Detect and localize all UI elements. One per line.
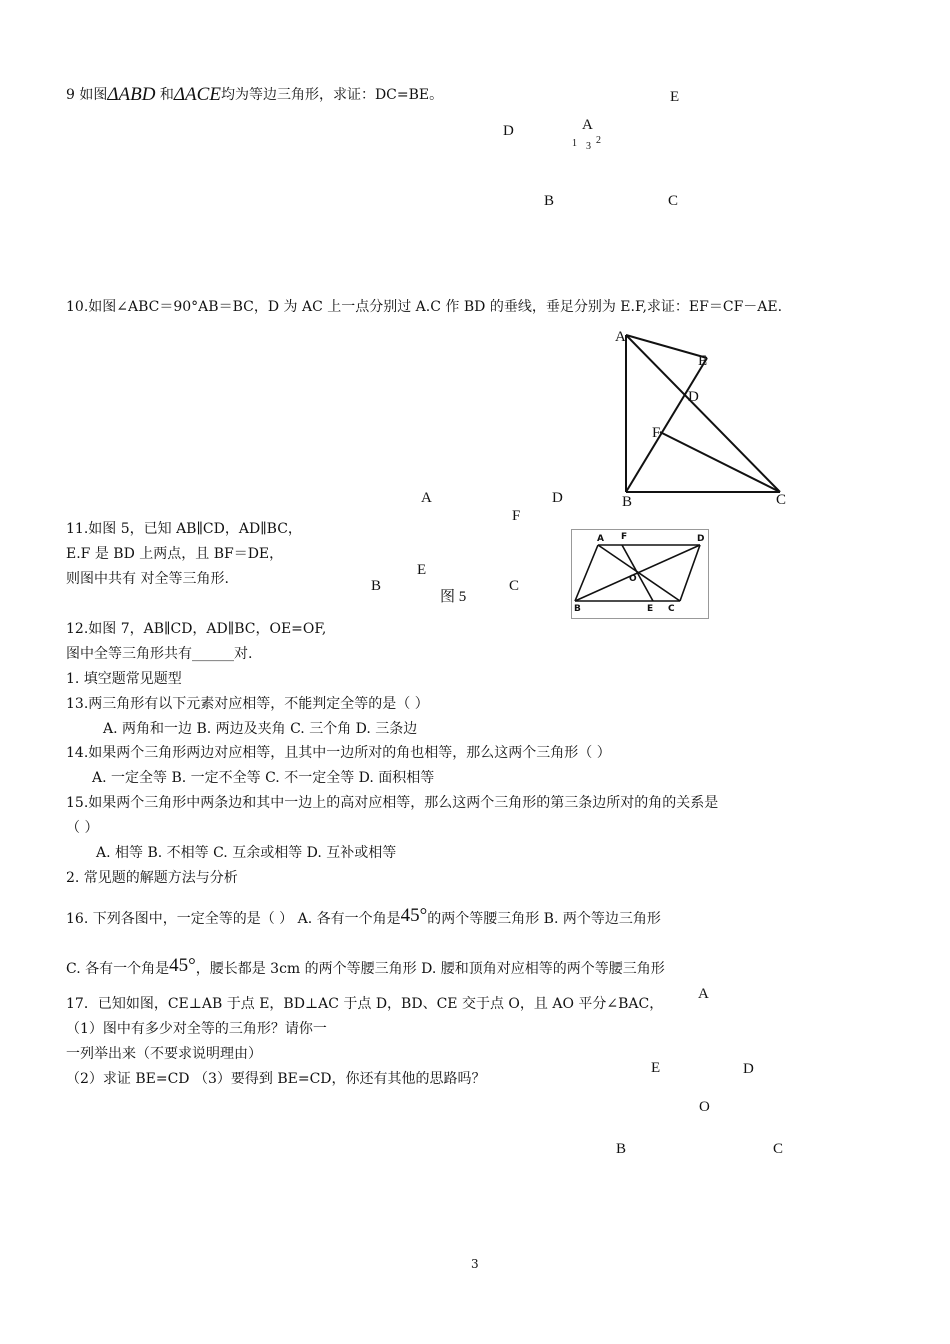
fig7-label-a: A <box>597 534 604 544</box>
fig7-label-d: D <box>697 534 705 544</box>
fig7-label-e: E <box>647 604 654 614</box>
q9-statement: 9 如图ΔABD 和ΔACE均为等边三角形，求证：DC=BE。 <box>66 84 444 105</box>
q14-options: A. 一定全等 B. 一定不全等 C. 不一定全等 D. 面积相等 <box>92 770 435 786</box>
q10-label-b: B <box>622 494 633 510</box>
q9-label-b: B <box>544 193 555 209</box>
fig7-label-o: O <box>629 574 637 584</box>
q11-line1: 11.如图 5，已知 AB∥CD，AD∥BC， <box>66 521 302 537</box>
q17-line4: （2）求证 BE=CD （3）要得到 BE=CD，你还有其他的思路吗？ <box>66 1071 486 1087</box>
q15-stem: 15.如果两个三角形中两条边和其中一边上的高对应相等，那么这两个三角形的第三条边所对的角的关系是 <box>66 795 719 811</box>
q17-label-b: B <box>616 1141 627 1157</box>
q17-label-c: C <box>773 1141 784 1157</box>
q11-line2: E.F 是 BD 上两点，且 BF＝DE， <box>66 546 284 562</box>
q10-label-a: A <box>615 329 626 345</box>
q11-line3: 则图中共有 对全等三角形. <box>66 571 229 587</box>
q17-line3: 一列举出来（不要求说明理由） <box>66 1046 262 1062</box>
q9-angle-1: 1 <box>572 138 577 149</box>
q9-angle-2: 2 <box>596 135 601 146</box>
q11-label-a: A <box>421 490 432 506</box>
q10-label-e: E <box>698 353 708 369</box>
q17-label-a: A <box>698 986 709 1002</box>
q9-angle-3: 3 <box>586 141 591 152</box>
q9-label-e: E <box>670 89 680 105</box>
fig7-label-b: B <box>574 604 581 614</box>
q11-label-d: D <box>552 490 563 506</box>
q16-line1: 16. 下列各图中，一定全等的是（ ） A. 各有一个角是45°的两个等腰三角形 B. 两个等边三角形 <box>66 905 661 927</box>
q16-degree-c: 45° <box>169 955 196 976</box>
q9-label-d: D <box>503 123 514 139</box>
q10-statement: 10.如图∠ABC＝90°AB＝BC，D 为 AC 上一点分别过 A.C 作 BD 的垂线，垂足分别为 E.F,求证：EF＝CF－AE. <box>66 299 783 315</box>
q12-line2: 图中全等三角形共有______对. <box>66 646 253 662</box>
q15-options: A. 相等 B. 不相等 C. 互余或相等 D. 互补或相等 <box>96 845 397 861</box>
fig7-label-c: C <box>668 604 675 614</box>
q11-label-f: F <box>512 508 521 524</box>
q14-stem: 14.如果两个三角形两边对应相等，且其中一边所对的角也相等，那么这两个三角形（ ） <box>66 745 611 761</box>
q11-label-b: B <box>371 578 382 594</box>
q9-label-c: C <box>668 193 679 209</box>
q11-label-e: E <box>417 562 427 578</box>
q15-paren: （ ） <box>66 820 99 836</box>
q17-line1: 17．已知如图，CE⊥AB 于点 E，BD⊥AC 于点 D，BD、CE 交于点 O，且 AO 平分∠BAC， <box>66 996 664 1012</box>
q12-line1: 12.如图 7，AB∥CD，AD∥BC，OE=OF, <box>66 621 327 637</box>
q17-label-e: E <box>651 1060 661 1076</box>
q16-degree-a: 45° <box>400 905 428 926</box>
q16-line2: C. 各有一个角是45°，腰长都是 3cm 的两个等腰三角形 D. 腰和顶角对应相等的两个等腰三角形 <box>66 955 665 977</box>
section-fill-in-heading: 1. 填空题常见题型 <box>66 671 182 687</box>
q9-label-a: A <box>582 117 593 133</box>
q13-stem: 13.两三角形有以下元素对应相等，不能判定全等的是（ ） <box>66 696 429 712</box>
q10-label-d: D <box>688 389 699 405</box>
page-number: 3 <box>471 1257 479 1271</box>
fig7-label-f: F <box>621 532 628 542</box>
q17-line2: （1）图中有多少对全等的三角形？请你一 <box>66 1021 327 1037</box>
q17-label-o: O <box>699 1099 710 1115</box>
q17-label-d: D <box>743 1061 754 1077</box>
q10-label-c: C <box>776 492 787 508</box>
q11-label-c: C <box>509 578 520 594</box>
triangle-abd-symbol: ΔABD <box>107 84 156 105</box>
figure-5-caption: 图 5 <box>440 589 467 605</box>
q13-options: A. 两角和一边 B. 两边及夹角 C. 三个角 D. 三条边 <box>103 721 418 737</box>
section-methods-heading: 2. 常见题的解题方法与分析 <box>66 870 238 886</box>
triangle-ace-symbol: ΔACE <box>173 84 221 105</box>
q10-label-f: F <box>652 425 661 441</box>
